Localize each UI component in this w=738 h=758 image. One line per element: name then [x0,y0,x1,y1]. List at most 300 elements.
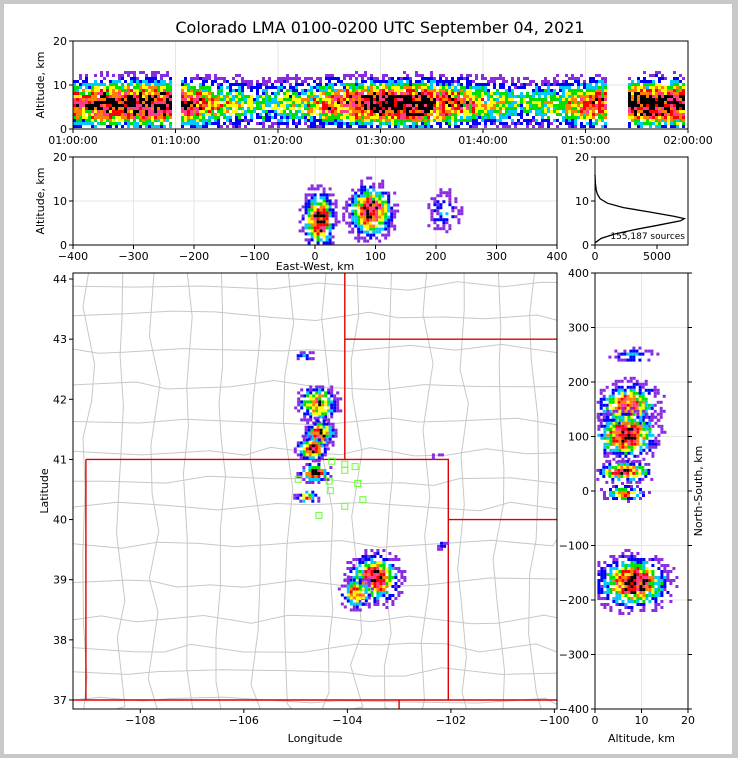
density-cell [199,86,202,89]
density-cell [624,573,627,576]
density-cell [505,92,508,95]
density-cell [283,98,286,101]
density-cell [375,228,378,231]
density-cell [373,585,376,588]
station-marker [342,461,348,467]
density-cell [320,229,323,232]
density-cell [648,585,651,588]
density-cell [620,469,623,472]
density-cell [598,116,601,119]
density-cell [324,400,327,403]
density-cell [250,119,253,122]
density-cell [598,107,601,110]
density-cell [247,122,250,125]
density-cell [337,116,340,119]
density-cell [268,77,271,80]
density-cell [346,561,349,564]
density-cell [502,104,505,107]
density-cell [661,116,664,119]
density-cell [300,354,303,357]
density-cell [421,125,424,128]
density-cell [621,585,624,588]
density-cell [627,380,630,383]
density-cell [654,558,657,561]
density-cell [384,204,387,207]
density-cell [205,122,208,125]
density-cell [280,80,283,83]
density-cell [676,116,679,119]
density-cell [620,466,623,469]
density-cell [618,594,621,597]
density-cell [463,113,466,116]
density-cell [306,394,309,397]
density-cell [376,579,379,582]
density-cell [457,110,460,113]
density-cell [300,456,303,459]
density-cell [654,576,657,579]
density-cell [308,241,311,244]
density-cell [609,431,612,434]
density-cell [163,113,166,116]
density-cell [313,122,316,125]
density-cell [663,431,666,434]
density-cell [469,116,472,119]
density-cell [366,234,369,237]
density-cell [460,122,463,125]
density-cell [297,441,300,444]
density-cell [321,456,324,459]
density-cell [363,192,366,195]
density-cell [621,380,624,383]
density-cell [544,101,547,104]
density-cell [647,463,650,466]
density-cell [317,241,320,244]
density-cell [638,359,641,362]
density-cell [321,403,324,406]
density-cell [295,101,298,104]
density-cell [391,113,394,116]
density-cell [358,101,361,104]
density-cell [184,113,187,116]
density-cell [466,80,469,83]
density-cell [127,110,130,113]
density-cell [379,122,382,125]
county-border [73,578,557,587]
density-cell [621,570,624,573]
density-cell [283,95,286,98]
density-cell [304,107,307,110]
density-cell [630,380,633,383]
density-cell [469,86,472,89]
density-cell [305,238,308,241]
density-cell [676,122,679,125]
density-cell [196,122,199,125]
density-cell [656,353,659,356]
density-cell [329,193,332,196]
density-cell [496,119,499,122]
density-cell [643,122,646,125]
density-cell [97,92,100,95]
density-cell [621,386,624,389]
density-cell [647,359,650,362]
density-cell [559,122,562,125]
density-cell [360,228,363,231]
density-cell [85,95,88,98]
density-cell [475,110,478,113]
density-cell [436,122,439,125]
density-cell [301,92,304,95]
y-tick-label: 39 [53,573,67,587]
density-cell [190,80,193,83]
density-cell [615,573,618,576]
density-cell [310,113,313,116]
density-cell [356,582,359,585]
density-cell [317,423,320,426]
density-cell [472,113,475,116]
density-cell [624,413,627,416]
density-cell [355,86,358,89]
density-cell [655,83,658,86]
density-cell [621,404,624,407]
density-cell [349,125,352,128]
density-cell [303,415,306,418]
density-cell [345,222,348,225]
density-cell [145,107,148,110]
density-cell [387,231,390,234]
density-cell [346,125,349,128]
density-cell [547,110,550,113]
density-cell [550,95,553,98]
density-cell [624,576,627,579]
density-cell [418,107,421,110]
density-cell [618,597,621,600]
density-cell [390,210,393,213]
density-cell [311,208,314,211]
density-cell [636,392,639,395]
density-cell [344,585,347,588]
density-cell [442,101,445,104]
density-cell [297,409,300,412]
density-cell [381,180,384,183]
density-cell [615,582,618,585]
density-cell [682,95,685,98]
density-cell [574,122,577,125]
density-cell [589,110,592,113]
density-cell [295,116,298,119]
density-cell [612,392,615,395]
density-cell [329,202,332,205]
density-cell [323,235,326,238]
density-cell [387,195,390,198]
density-cell [430,119,433,122]
density-cell [633,573,636,576]
density-cell [244,98,247,101]
density-cell [359,594,362,597]
density-cell [448,122,451,125]
density-cell [82,83,85,86]
density-cell [360,210,363,213]
density-cell [394,89,397,92]
density-cell [409,101,412,104]
density-cell [91,104,94,107]
density-cell [317,211,320,214]
density-cell [621,437,624,440]
density-cell [670,122,673,125]
density-cell [627,410,630,413]
density-cell [583,107,586,110]
density-cell [406,116,409,119]
density-cell [478,101,481,104]
density-cell [384,222,387,225]
density-cell [351,222,354,225]
density-cell [326,196,329,199]
density-cell [97,110,100,113]
density-cell [124,101,127,104]
y-tick-label: 0 [60,239,67,252]
density-cell [633,570,636,573]
density-cell [478,110,481,113]
density-cell [496,107,499,110]
density-cell [442,227,445,230]
density-cell [366,219,369,222]
density-cell [630,606,633,609]
density-cell [418,86,421,89]
density-cell [308,232,311,235]
density-cell [181,95,184,98]
density-cell [298,95,301,98]
x-tick-label: 01:50:00 [560,134,611,147]
density-cell [358,570,361,573]
density-cell [326,223,329,226]
density-cell [292,89,295,92]
density-cell [318,388,321,391]
density-cell [615,431,618,434]
density-cell [571,83,574,86]
density-cell [363,201,366,204]
y-tick-label: 10 [53,79,67,92]
density-cell [615,579,618,582]
density-cell [160,107,163,110]
density-cell [367,95,370,98]
density-cell [430,197,433,200]
density-cell [469,80,472,83]
density-cell [319,101,322,104]
density-cell [448,89,451,92]
density-cell [308,208,311,211]
density-cell [646,116,649,119]
density-cell [334,113,337,116]
density-cell [394,119,397,122]
density-cell [299,229,302,232]
density-cell [217,122,220,125]
density-cell [633,401,636,404]
density-cell [316,125,319,128]
density-cell [333,400,336,403]
density-cell [609,404,612,407]
density-cell [602,469,605,472]
density-cell [603,576,606,579]
density-cell [394,585,397,588]
density-cell [508,125,511,128]
density-cell [166,119,169,122]
density-cell [639,570,642,573]
density-cell [379,573,382,576]
density-cell [94,113,97,116]
density-cell [624,401,627,404]
density-cell [309,397,312,400]
density-cell [387,192,390,195]
density-cell [187,101,190,104]
density-cell [328,110,331,113]
density-cell [664,113,667,116]
density-cell [541,83,544,86]
density-cell [604,104,607,107]
density-cell [615,386,618,389]
density-cell [621,491,624,494]
density-cell [400,116,403,119]
density-cell [397,92,400,95]
density-cell [311,202,314,205]
density-cell [601,95,604,98]
density-cell [601,119,604,122]
density-cell [323,190,326,193]
density-cell [642,458,645,461]
density-cell [350,582,353,585]
density-cell [280,104,283,107]
density-cell [91,86,94,89]
density-cell [103,104,106,107]
density-cells [73,71,685,128]
density-cell [220,95,223,98]
density-cell [517,101,520,104]
density-cell [526,101,529,104]
density-cell [145,104,148,107]
density-cell [326,235,329,238]
density-cell [324,450,327,453]
density-cell [361,122,364,125]
density-cell [160,92,163,95]
density-cell [321,412,324,415]
density-cell [366,225,369,228]
density-cell [356,594,359,597]
density-cell [361,98,364,101]
density-cell [169,104,172,107]
density-cell [493,104,496,107]
density-cell [621,582,624,585]
density-cell [103,101,106,104]
source-count: 155,187 sources [610,232,685,242]
density-cell [214,107,217,110]
density-cell [490,92,493,95]
density-cell [615,588,618,591]
density-cell [526,107,529,110]
density-cell [600,567,603,570]
density-cell [332,423,335,426]
density-cell [397,579,400,582]
density-cell [331,119,334,122]
density-cell [160,125,163,128]
density-cell [430,107,433,110]
density-cell [364,80,367,83]
density-cell [320,193,323,196]
density-cell [296,472,299,475]
density-cell [673,125,676,128]
density-cell [390,222,393,225]
density-cell [376,600,379,603]
density-cell [412,95,415,98]
density-cell [318,409,321,412]
density-cell [145,86,148,89]
density-cell [617,353,620,356]
density-cell [370,564,373,567]
density-cell [639,407,642,410]
x-tick-label: −106 [228,714,259,727]
density-cell [621,591,624,594]
density-cell [241,101,244,104]
density-cell [586,86,589,89]
density-cell [654,579,657,582]
density-cell [205,98,208,101]
density-cell [454,125,457,128]
density-cell [226,119,229,122]
density-cell [568,122,571,125]
density-cell [454,104,457,107]
density-cell [363,225,366,228]
density-cell [628,89,631,92]
density-cell [316,98,319,101]
density-cell [603,419,606,422]
density-cell [103,116,106,119]
density-cell [376,107,379,110]
density-cell [608,469,611,472]
density-cell [484,104,487,107]
x-tick-label: −104 [332,714,363,727]
density-cell [448,197,451,200]
density-cell [609,582,612,585]
density-cell [157,86,160,89]
density-cell [630,488,633,491]
density-cell [394,597,397,600]
density-cell [359,591,362,594]
density-cell [634,113,637,116]
density-cell [363,231,366,234]
density-cell [148,122,151,125]
density-cell [229,116,232,119]
density-cell [633,398,636,401]
density-cell [673,98,676,101]
density-cell [369,219,372,222]
density-cell [634,116,637,119]
density-cell [514,83,517,86]
density-cell [442,113,445,116]
density-cell [654,443,657,446]
density-cell [388,125,391,128]
density-cell [535,92,538,95]
density-cell [553,89,556,92]
density-cell [626,460,629,463]
density-cell [603,431,606,434]
density-cell [181,80,184,83]
density-cell [645,425,648,428]
density-cell [640,86,643,89]
density-cell [445,80,448,83]
density-cell [121,116,124,119]
density-cell [250,101,253,104]
density-cell [592,107,595,110]
density-cell [300,400,303,403]
density-cell [148,125,151,128]
density-cell [103,89,106,92]
